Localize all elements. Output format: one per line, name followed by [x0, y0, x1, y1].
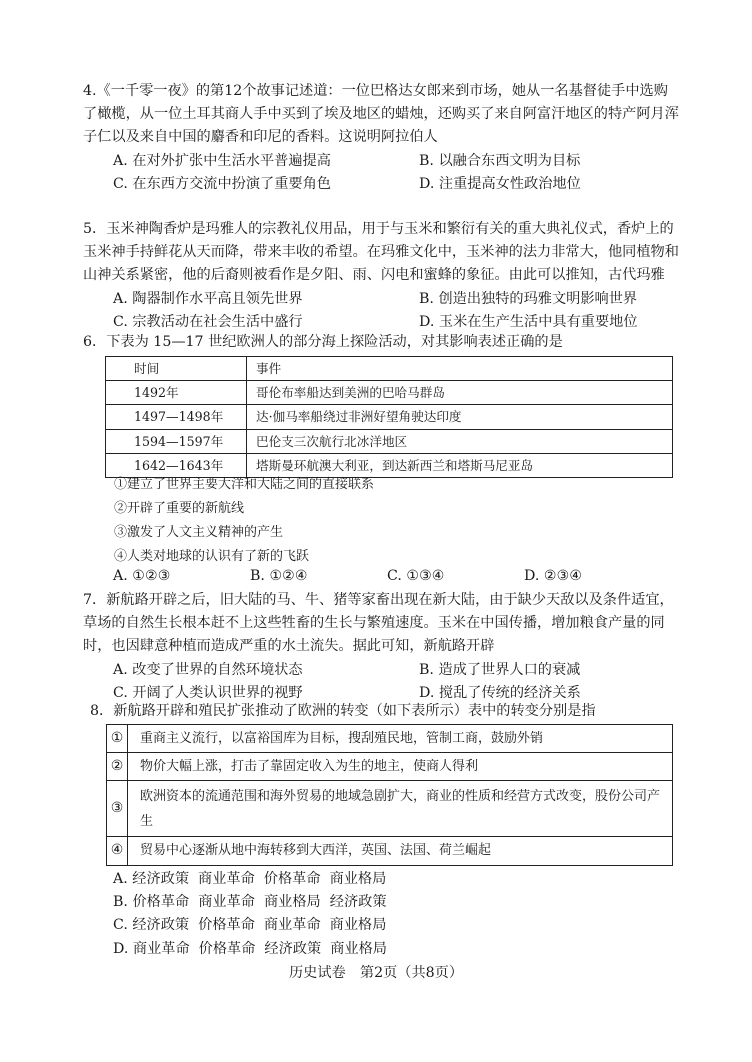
question-6-option-d[interactable]: D. ②③④ [524, 568, 583, 584]
question-5-options [83, 288, 680, 334]
question-7-options [83, 659, 680, 705]
question-6-stem: 6．下表为 15—17 世纪欧洲人的部分海上探险活动，对其影响表述正确的是 [83, 334, 563, 350]
question-7-option-c[interactable]: C. 开阔了人类认识世界的视野 [113, 684, 303, 701]
question-8-options [83, 868, 680, 961]
statement-1: ①建立了世界主要大洋和大陆之间的直接联系 [114, 477, 375, 492]
question-4-stem: 4.《一千零一夜》的第12个故事记述道：一位巴格达女郎来到市场，她从一名基督徒手中选购了橄榄，从一位土耳其商人手中买到了埃及地区的蜡烛，还购买了来自阿富汗地区的特产阿月浑子仁以及来自中国的麝香和印尼的香料。这说明阿拉伯人 [83, 83, 679, 146]
question-8-options-wrap [83, 868, 680, 961]
table-cell-description: 重商主义流行，以富裕国库为目标，搜刮殖民地，管制工商，鼓励外销 [128, 725, 673, 753]
table-header-time: 时间 [106, 357, 247, 381]
question-6-options-wrap [83, 565, 680, 588]
table-cell-time: 1642—1643年 [106, 453, 247, 477]
table-header-event: 事件 [247, 357, 673, 381]
table-cell-description: 欧洲资本的流通范围和海外贸易的地域急剧扩大，商业的性质和经营方式改变，股份公司产生 [128, 781, 673, 837]
question-5-stem: 5．玉米神陶香炉是玛雅人的宗教礼仪用品，用于与玉米和繁衍有关的重大典礼仪式，香炉上的玉米神手持鲜花从天而降，带来丰收的希望。在玛雅文化中，玉米神的法力非常大，他同植物和山神关系紧密，他的后裔则被看作是夕阳、雨、闪电和蜜蜂的象征。由此可以推知，古代玛雅 [83, 221, 679, 284]
question-8-stem: 8．新航路开辟和殖民扩张推动了欧洲的转变（如下表所示）表中的转变分别是指 [90, 703, 596, 719]
question-6 [83, 331, 680, 354]
table-cell-event: 塔斯曼环航澳大利亚，到达新西兰和塔斯马尼亚岛 [247, 453, 673, 477]
page-footer: 历史试卷 第2页（共8页） [288, 965, 464, 981]
table-row [107, 781, 673, 837]
table-cell-event: 巴伦支三次航行北冰洋地区 [247, 429, 673, 453]
question-4-option-a[interactable]: A. 在对外扩张中生活水平普遍提高 [113, 152, 331, 169]
question-7-stem: 7．新航路开辟之后，旧大陆的马、牛、猪等家畜出现在新大陆，由于缺少天敌以及条件适宜，草场的自然生长根本赶不上这些牲畜的生长与繁殖速度。玉米在中国传播，增加粮食产量的同时，也因肆意种植而造成严重的水土流失。据此可知，新航路开辟 [83, 592, 674, 655]
table-row [107, 725, 673, 753]
question-4-option-d[interactable]: D. 注重提高女性政治地位 [419, 175, 581, 192]
table-cell-number: ④ [107, 837, 128, 865]
table-row [107, 837, 673, 865]
question-6-statements [114, 473, 374, 569]
table-cell-time: 1594—1597年 [106, 429, 247, 453]
statement-4: ④人类对地球的认识有了新的飞跃 [114, 549, 310, 564]
question-8-option-d[interactable]: D. 商业革命 价格革命 经济政策 商业格局 [113, 940, 387, 957]
question-6-option-c[interactable]: C. ①③④ [387, 568, 445, 584]
question-5-option-c[interactable]: C. 宗教活动在社会生活中盛行 [113, 313, 303, 330]
question-8-option-a[interactable]: A. 经济政策 商业革命 价格革命 商业格局 [113, 871, 387, 887]
question-8-option-c[interactable]: C. 经济政策 价格革命 商业革命 商业格局 [113, 917, 387, 934]
table-cell-time: 1497—1498年 [106, 405, 247, 429]
table-cell-number: ② [107, 753, 128, 781]
question-6-option-b[interactable]: B. ①②④ [250, 568, 308, 584]
table-cell-event: 达·伽马率船绕过非洲好望角驶达印度 [247, 405, 673, 429]
question-8 [90, 700, 680, 723]
table-cell-description: 贸易中心逐渐从地中海转移到大西洋，英国、法国、荷兰崛起 [128, 837, 673, 865]
question-6-options [83, 565, 680, 588]
table-row [106, 429, 673, 453]
question-4 [83, 80, 680, 196]
question-5-option-d[interactable]: D. 玉米在生产生活中具有重要地位 [419, 313, 638, 330]
table-header-row [106, 357, 673, 381]
question-7-option-a[interactable]: A. 改变了世界的自然环境状态 [113, 661, 303, 678]
question-4-option-b[interactable]: B. 以融合东西文明为目标 [419, 152, 581, 169]
table-row [106, 405, 673, 429]
question-7 [83, 589, 680, 705]
question-6-option-a[interactable]: A. ①②③ [113, 568, 171, 584]
table-row [106, 381, 673, 405]
question-8-table [106, 724, 673, 866]
question-8-option-b[interactable]: B. 价格革命 商业革命 商业格局 经济政策 [113, 894, 387, 911]
table-cell-event: 哥伦布率船达到美洲的巴哈马群岛 [247, 381, 673, 405]
question-5-option-b[interactable]: B. 创造出独特的玛雅文明影响世界 [419, 290, 638, 307]
question-6-table [105, 356, 673, 478]
question-7-option-b[interactable]: B. 造成了世界人口的衰减 [419, 661, 581, 678]
statement-3: ③激发了人文主义精神的产生 [114, 525, 284, 540]
question-5 [83, 218, 680, 334]
table-cell-number: ① [107, 725, 128, 753]
table-cell-description: 物价大幅上涨，打击了靠固定收入为生的地主，使商人得利 [128, 753, 673, 781]
table-row [107, 753, 673, 781]
question-7-option-d[interactable]: D. 搅乱了传统的经济关系 [419, 684, 581, 701]
question-4-options [83, 150, 680, 196]
question-4-option-c[interactable]: C. 在东西方交流中扮演了重要角色 [113, 175, 331, 192]
table-cell-number: ③ [107, 781, 128, 837]
statement-2: ②开辟了重要的新航线 [114, 501, 245, 516]
question-5-option-a[interactable]: A. 陶器制作水平高且领先世界 [113, 290, 303, 307]
table-cell-time: 1492年 [106, 381, 247, 405]
